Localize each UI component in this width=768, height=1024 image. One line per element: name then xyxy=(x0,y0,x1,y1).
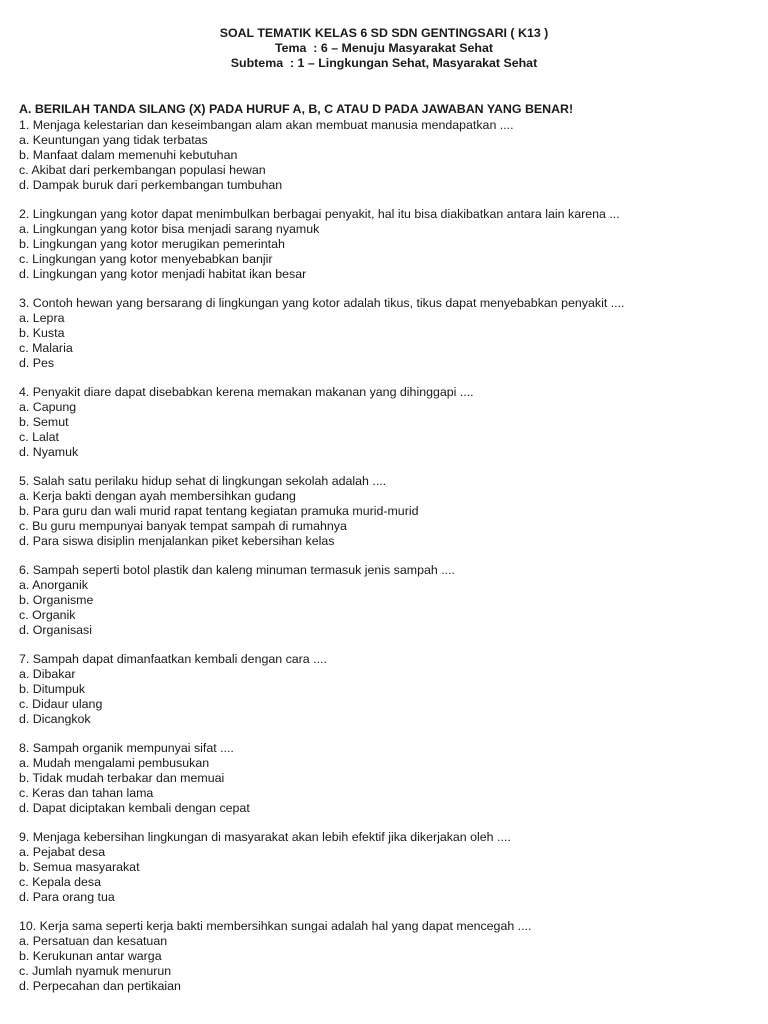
question-text: 8. Sampah organik mempunyai sifat .... xyxy=(19,741,234,755)
question-text: 5. Salah satu perilaku hidup sehat di lingkungan sekolah adalah .... xyxy=(19,474,387,488)
option-b: b. Para guru dan wali murid rapat tentang kegiatan pramuka murid-murid xyxy=(19,503,419,518)
option-b: b. Kerukunan antar warga xyxy=(19,948,162,963)
option-c: c. Lingkungan yang kotor menyebabkan banjir xyxy=(19,251,273,266)
option-d: d. Organisasi xyxy=(19,622,93,637)
question-text: 10. Kerja sama seperti kerja bakti membersihkan sungai adalah hal yang dapat mencegah .... xyxy=(19,919,532,933)
option-b: b. Semua masyarakat xyxy=(19,859,140,874)
document-header xyxy=(0,26,768,71)
question-3 xyxy=(19,296,759,371)
question-text: 9. Menjaga kebersihan lingkungan di masyarakat akan lebih efektif jika dikerjakan oleh .... xyxy=(19,830,511,844)
option-b: b. Lingkungan yang kotor merugikan pemerintah xyxy=(19,236,285,251)
option-a: a. Kerja bakti dengan ayah membersihkan gudang xyxy=(19,488,296,503)
option-d: d. Lingkungan yang kotor menjadi habitat ikan besar xyxy=(19,266,307,281)
option-a: a. Persatuan dan kesatuan xyxy=(19,933,168,948)
option-a: a. Lepra xyxy=(19,310,65,325)
option-d: d. Dampak buruk dari perkembangan tumbuhan xyxy=(19,177,283,192)
option-d: d. Nyamuk xyxy=(19,444,79,459)
section-a-instruction: A. BERILAH TANDA SILANG (X) PADA HURUF A, B, C ATAU D PADA JAWABAN YANG BENAR! xyxy=(19,102,574,116)
option-a: a. Lingkungan yang kotor bisa menjadi sarang nyamuk xyxy=(19,221,320,236)
option-d: d. Dicangkok xyxy=(19,711,91,726)
option-d: d. Para orang tua xyxy=(19,889,115,904)
question-text: 6. Sampah seperti botol plastik dan kaleng minuman termasuk jenis sampah .... xyxy=(19,563,455,577)
tema-line: Tema : 6 – Menuju Masyarakat Sehat xyxy=(274,41,494,55)
question-5 xyxy=(19,474,759,549)
option-d: d. Perpecahan dan pertikaian xyxy=(19,978,181,993)
question-text: 3. Contoh hewan yang bersarang di lingkungan yang kotor adalah tikus, tikus dapat menyebabkan penyakit .... xyxy=(19,296,625,310)
option-a: a. Keuntungan yang tidak terbatas xyxy=(19,132,208,147)
option-b: b. Tidak mudah terbakar dan memuai xyxy=(19,770,225,785)
option-b: b. Semut xyxy=(19,414,69,429)
option-a: a. Mudah mengalami pembusukan xyxy=(19,755,210,770)
question-text: 2. Lingkungan yang kotor dapat menimbulkan berbagai penyakit, hal itu bisa diakibatkan antara lain karena ... xyxy=(19,207,620,221)
option-a: a. Pejabat desa xyxy=(19,844,106,859)
option-c: c. Organik xyxy=(19,607,76,622)
subtema-line: Subtema : 1 – Lingkungan Sehat, Masyarakat Sehat xyxy=(230,56,538,70)
option-c: c. Jumlah nyamuk menurun xyxy=(19,963,172,978)
option-d: d. Dapat diciptakan kembali dengan cepat xyxy=(19,800,250,815)
question-1 xyxy=(19,118,759,193)
question-2 xyxy=(19,207,759,282)
option-c: c. Akibat dari perkembangan populasi hewan xyxy=(19,162,266,177)
question-text: 1. Menjaga kelestarian dan keseimbangan alam akan membuat manusia mendapatkan .... xyxy=(19,118,514,132)
option-a: a. Capung xyxy=(19,399,77,414)
option-b: b. Ditumpuk xyxy=(19,681,86,696)
question-4 xyxy=(19,385,759,460)
document-title: SOAL TEMATIK KELAS 6 SD SDN GENTINGSARI ( K13 ) xyxy=(219,26,549,40)
option-c: c. Didaur ulang xyxy=(19,696,103,711)
option-d: d. Para siswa disiplin menjalankan piket kebersihan kelas xyxy=(19,533,335,548)
question-8 xyxy=(19,741,759,816)
question-9 xyxy=(19,830,759,905)
question-6 xyxy=(19,563,759,638)
option-b: b. Manfaat dalam memenuhi kebutuhan xyxy=(19,147,238,162)
option-a: a. Dibakar xyxy=(19,666,76,681)
option-b: b. Organisme xyxy=(19,592,94,607)
option-c: c. Keras dan tahan lama xyxy=(19,785,154,800)
option-c: c. Lalat xyxy=(19,429,59,444)
question-10 xyxy=(19,919,759,994)
option-a: a. Anorganik xyxy=(19,577,88,592)
option-c: c. Kepala desa xyxy=(19,874,101,889)
option-d: d. Pes xyxy=(19,355,55,370)
option-c: c. Bu guru mempunyai banyak tempat sampah di rumahnya xyxy=(19,518,347,533)
question-text: 7. Sampah dapat dimanfaatkan kembali dengan cara .... xyxy=(19,652,327,666)
option-b: b. Kusta xyxy=(19,325,65,340)
question-7 xyxy=(19,652,759,727)
question-text: 4. Penyakit diare dapat disebabkan kerena memakan makanan yang dihinggapi .... xyxy=(19,385,474,399)
option-c: c. Malaria xyxy=(19,340,73,355)
